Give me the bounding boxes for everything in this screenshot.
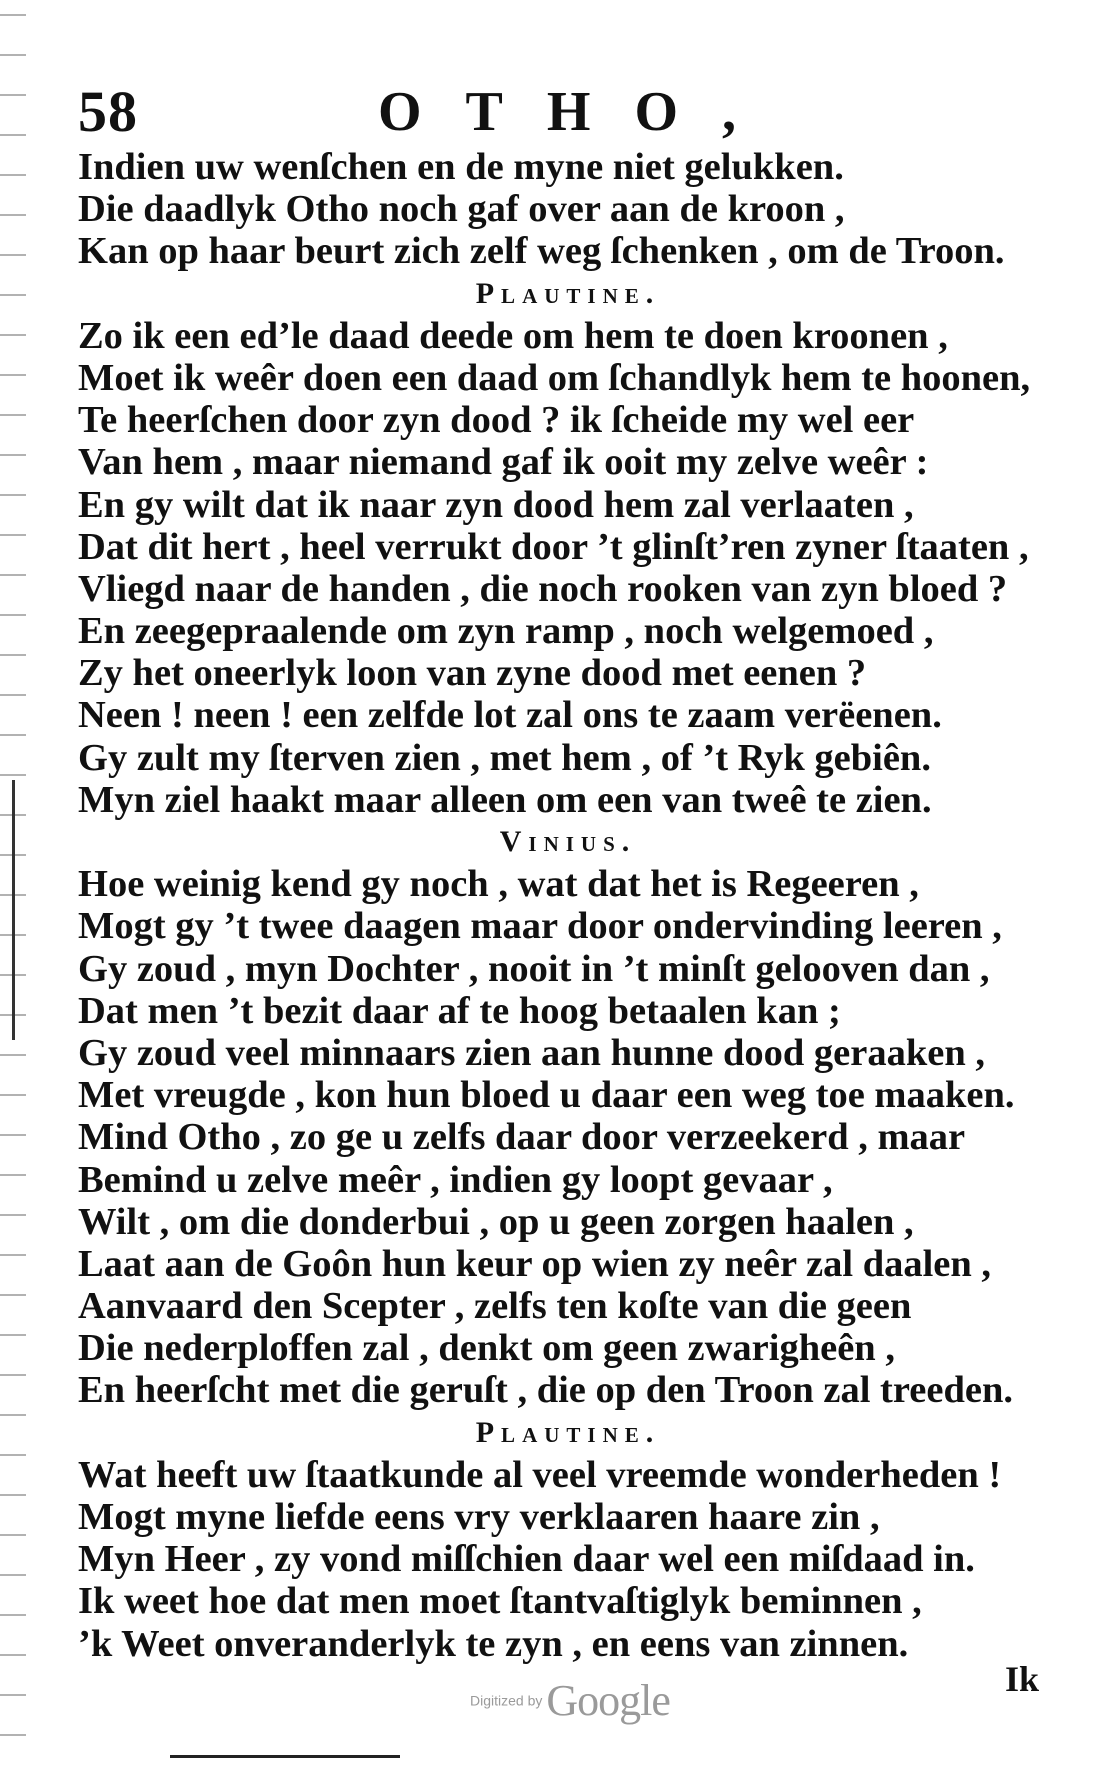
verse-line: Zy het oneerlyk loon van zyne dood met eenen ? xyxy=(78,652,867,695)
verse-line: Mind Otho , zo ge u zelfs daar door verzeekerd , maar xyxy=(78,1116,966,1159)
speaker-name: Vinius. xyxy=(499,825,637,858)
verse-line: Myn ziel haakt maar alleen om een van tweê te zien. xyxy=(78,778,932,821)
catchword: Ik xyxy=(1005,1659,1040,1699)
verse-line: Die nederploffen zal , denkt om geen zwarigheên , xyxy=(78,1327,895,1370)
verse-line: Bemind u zelve meêr , indien gy loopt gevaar , xyxy=(78,1158,833,1201)
verse-line: Aanvaard den Scepter , zelfs ten koſte van die geen xyxy=(78,1285,912,1328)
verse-line: Vliegd naar de handen , die noch rooken van zyn bloed ? xyxy=(78,567,1008,610)
speaker-name: Plautine. xyxy=(475,1415,661,1449)
verse-line: Hoe weinig kend gy noch , wat dat het is Regeeren , xyxy=(78,863,919,906)
verse-line: Te heerſchen door zyn dood ? ik ſcheide my wel eer xyxy=(78,399,915,442)
verse-line: Ik weet hoe dat men moet ſtantvaſtiglyk beminnen , xyxy=(78,1580,922,1623)
verse-line: Kan op haar beurt zich zelf weg ſchenken , om de Troon. xyxy=(78,230,1005,273)
verse-line: Mogt gy ’t twee daagen maar door ondervinding leeren , xyxy=(78,905,1002,948)
verse-line: Gy zoud veel minnaars zien aan hunne dood geraaken , xyxy=(78,1031,985,1074)
verse-text xyxy=(78,146,1058,1665)
google-wordmark: Google xyxy=(546,1676,670,1725)
verse-line: Van hem , maar niemand gaf ik ooit my zelve weêr : xyxy=(78,441,929,484)
speaker-name: Plautine. xyxy=(475,276,661,310)
verse-line: Gy zoud , myn Dochter , nooit in ’t minſt gelooven dan , xyxy=(78,947,990,990)
verse-line: Myn Heer , zy vond miſſchien daar wel een miſdaad in. xyxy=(78,1538,975,1581)
digitized-watermark xyxy=(470,1675,690,1726)
page-header xyxy=(78,78,1058,148)
digitized-prefix: Digitized by xyxy=(470,1692,543,1709)
verse-line: En gy wilt dat ik naar zyn dood hem zal verlaaten , xyxy=(78,483,914,526)
bottom-rule xyxy=(170,1755,400,1758)
verse-line: Wilt , om die donderbui , op u geen zorgen haalen , xyxy=(78,1200,914,1243)
verse-line: En heerſcht met die geruſt , die op den Troon zal treeden. xyxy=(78,1369,1013,1412)
verse-line: Mogt myne liefde eens vry verklaaren haare zin , xyxy=(78,1496,880,1538)
verse-line: Wat heeft uw ſtaatkunde al veel vreemde wonderheden ! xyxy=(78,1453,1002,1496)
verse-line: En zeegepraalende om zyn ramp , noch welgemoed , xyxy=(78,610,934,653)
verse-line: Moet ik weêr doen een daad om ſchandlyk hem te hoonen, xyxy=(78,356,1031,399)
verse-line: ’k Weet onveranderlyk te zyn , en eens van zinnen. xyxy=(78,1622,909,1665)
verse-line: Indien uw wenſchen en de myne niet gelukken. xyxy=(78,146,844,188)
page-number: 58 xyxy=(78,79,138,144)
running-title: OTHO, xyxy=(378,81,781,143)
verse-line: Gy zult my ſterven zien , met hem , of ’t Ryk gebiên. xyxy=(78,736,931,779)
verse-line: Met vreugde , kon hun bloed u daar een weg toe maaken. xyxy=(78,1074,1015,1117)
verse-line: Dat dit hert , heel verrukt door ’t glinſt’ren zyner ſtaaten , xyxy=(78,525,1029,568)
verse-line: Neen ! neen ! een zelfde lot zal ons te zaam verëenen. xyxy=(78,694,942,737)
verse-line: Zo ik een ed’le daad deede om hem te doen kroonen , xyxy=(78,314,948,357)
verse-line: Dat men ’t bezit daar af te hoog betaalen kan ; xyxy=(78,989,841,1032)
verse-line: Laat aan de Goôn hun keur op wien zy neêr zal daalen , xyxy=(78,1242,992,1285)
verse-line: Die daadlyk Otho noch gaf over aan de kroon , xyxy=(78,188,845,231)
binding-shadow xyxy=(12,780,15,1040)
